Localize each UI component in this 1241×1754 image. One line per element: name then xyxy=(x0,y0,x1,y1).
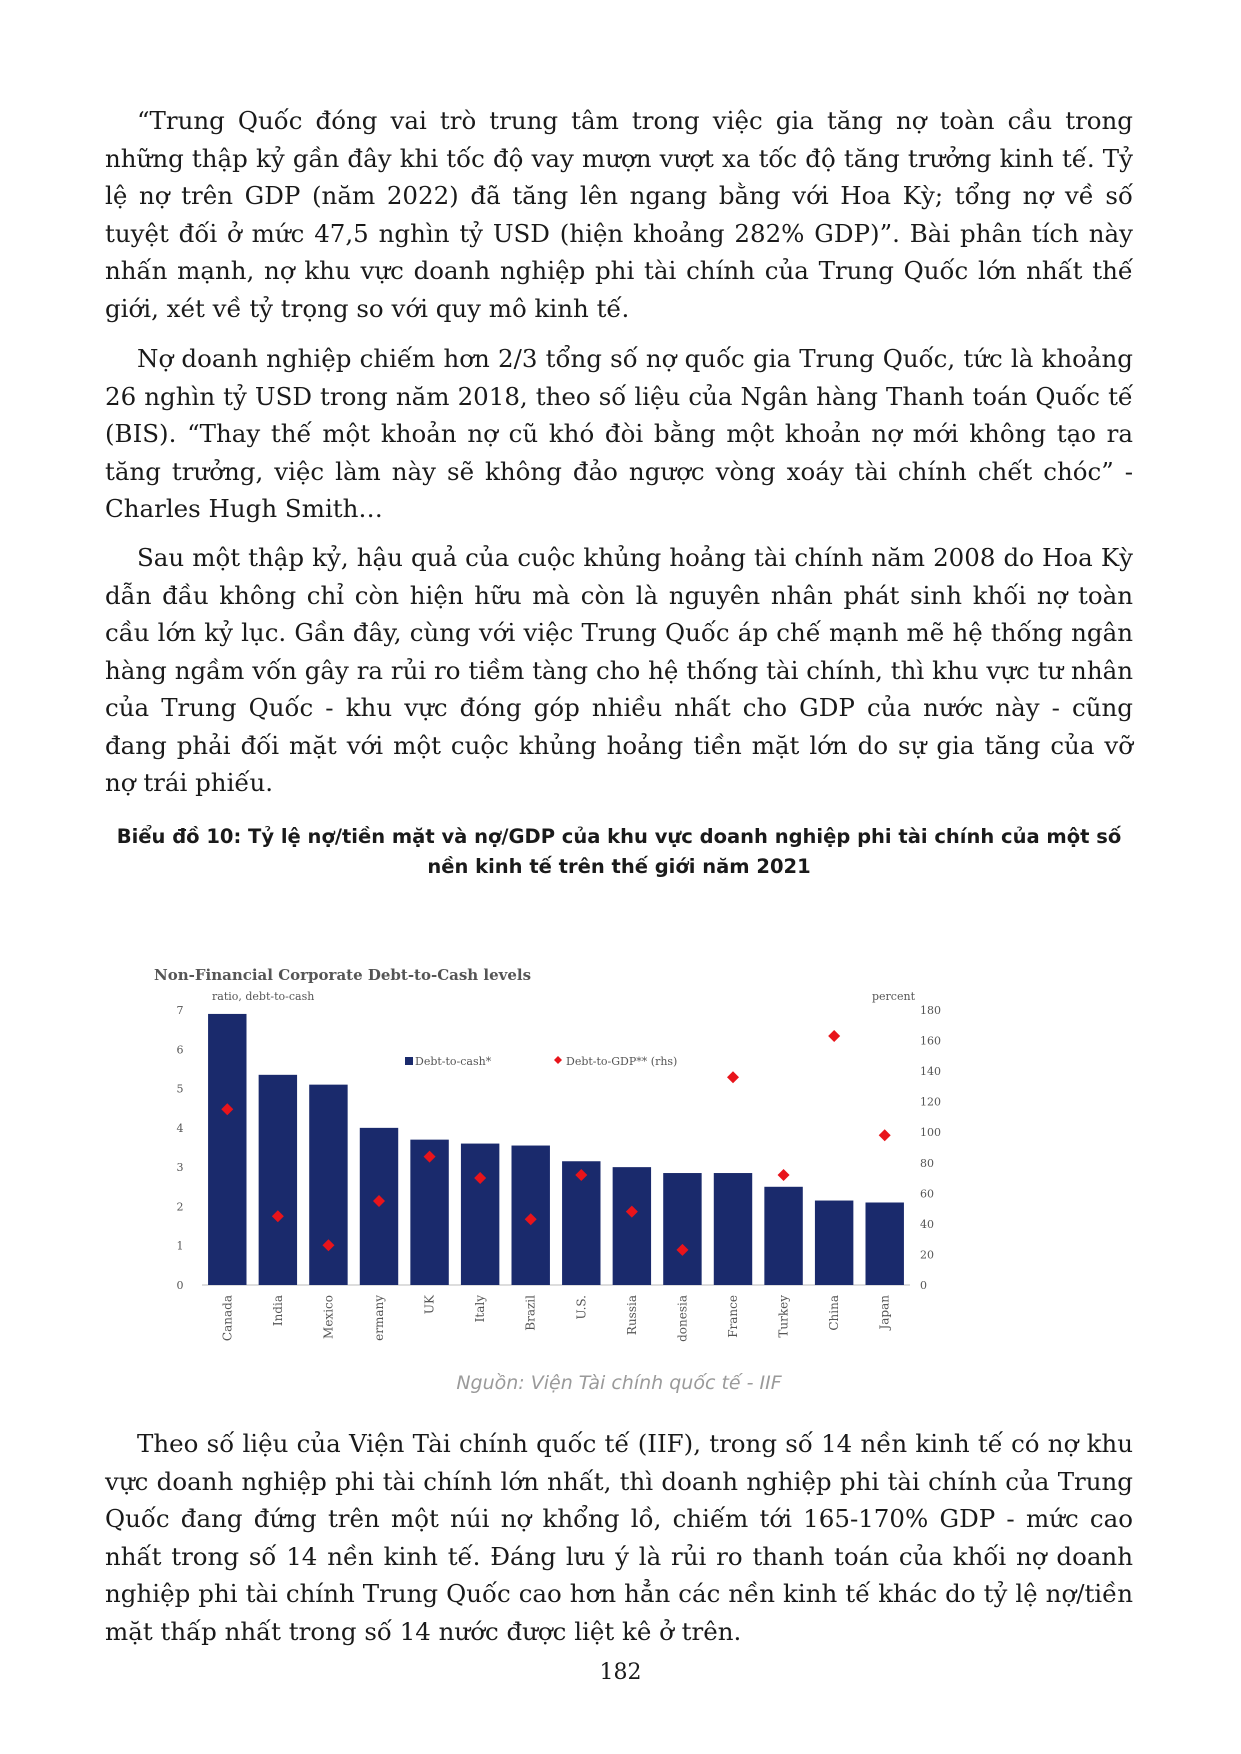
y-axis-label: ratio, debt-to-cash xyxy=(212,990,315,1003)
x-tick-label: Brazil xyxy=(523,1295,538,1331)
x-tick-label: Canada xyxy=(220,1295,235,1342)
chart-title: Non-Financial Corporate Debt-to-Cash levels xyxy=(154,966,532,984)
bar-debt-to-cash xyxy=(764,1187,802,1285)
y2-tick-label: 140 xyxy=(920,1065,941,1079)
y-tick-label: 7 xyxy=(176,1004,184,1017)
page-number: 182 xyxy=(599,1660,642,1685)
bar-debt-to-cash xyxy=(208,1014,246,1285)
legend-label-marker: Debt-to-GDP** (rhs) xyxy=(566,1055,678,1068)
y2-tick-label: 40 xyxy=(920,1217,934,1231)
bar-debt-to-cash xyxy=(309,1085,347,1285)
y2-tick-label: 100 xyxy=(920,1126,941,1140)
debt-chart xyxy=(140,955,1020,1355)
x-tick-label: Russia xyxy=(624,1295,639,1336)
x-tick-label: Japan xyxy=(877,1295,892,1330)
x-tick-label: U.S. xyxy=(574,1295,589,1320)
bar-debt-to-cash xyxy=(461,1144,499,1285)
marker-debt-to-gdp xyxy=(828,1030,840,1042)
bar-debt-to-cash xyxy=(714,1173,752,1285)
x-tick-label: Turkey xyxy=(776,1295,791,1338)
legend-swatch-bar xyxy=(405,1057,413,1065)
y-tick-label: 1 xyxy=(176,1239,184,1253)
y2-tick-label: 160 xyxy=(920,1034,941,1048)
marker-debt-to-gdp xyxy=(778,1169,790,1181)
y2-tick-label: 60 xyxy=(920,1187,934,1201)
bar-debt-to-cash xyxy=(613,1167,651,1285)
y-tick-label: 3 xyxy=(176,1161,184,1175)
bar-debt-to-cash xyxy=(259,1075,297,1285)
marker-debt-to-gdp xyxy=(879,1129,891,1141)
y2-axis-label: percent xyxy=(872,990,915,1003)
paragraph-financial-crisis: Sau một thập kỷ, hậu quả của cuộc khủng hoảng tài chính năm 2008 do Hoa Kỳ dẫn đầu không chỉ còn hiện hữu mà còn là nguyên nhân phát sinh khối nợ toàn cầu lớn kỷ lục. Gần đây, cùng với việc Trung Quốc áp chế mạnh mẽ hệ thống ngân hàng ngầm vốn gây ra rủi ro tiềm tàng cho hệ thống tài chính, thì khu vực tư nhân của Trung Quốc - khu vực đóng góp nhiều nhất cho GDP của nước này - cũng đang phải đối mặt với một cuộc khủng hoảng tiền mặt lớn do sự gia tăng của vỡ nợ trái phiếu. xyxy=(105,543,1133,797)
legend-label-bar: Debt-to-cash* xyxy=(415,1055,492,1068)
paragraph-corporate-debt: Nợ doanh nghiệp chiếm hơn 2/3 tổng số nợ quốc gia Trung Quốc, tức là khoảng 26 nghìn tỷ USD trong năm 2018, theo số liệu của Ngân hàng Thanh toán Quốc tế (BIS). “Thay thế một khoản nợ cũ khó đòi bằng một khoản nợ mới không tạo ra tăng trưởng, việc làm này sẽ không đảo ngược vòng xoáy tài chính chết chóc” - Charles Hugh Smith… xyxy=(105,344,1133,523)
chart-caption: Biểu đồ 10: Tỷ lệ nợ/tiền mặt và nợ/GDP của khu vực doanh nghiệp phi tài chính của một số nền kinh tế trên thế giới năm 2021 xyxy=(116,825,1122,878)
y2-tick-label: 80 xyxy=(920,1156,934,1170)
x-tick-label: France xyxy=(726,1295,740,1338)
legend-swatch-marker xyxy=(554,1056,562,1064)
y-tick-label: 5 xyxy=(176,1082,184,1096)
x-tick-label: India xyxy=(270,1295,285,1327)
bar-debt-to-cash xyxy=(663,1173,701,1285)
x-tick-label: Italy xyxy=(473,1295,488,1323)
y2-tick-label: 180 xyxy=(920,1004,941,1017)
paragraph-quote-china-debt: “Trung Quốc đóng vai trò trung tâm trong việc gia tăng nợ toàn cầu trong những thập kỷ gần đây khi tốc độ vay mượn vượt xa tốc độ tăng trưởng kinh tế. Tỷ lệ nợ trên GDP (năm 2022) đã tăng lên ngang bằng với Hoa Kỳ; tổng nợ về số tuyệt đối ở mức 47,5 nghìn tỷ USD (hiện khoảng 282% GDP)”. Bài phân tích này nhấn mạnh, nợ khu vực doanh nghiệp phi tài chính của Trung Quốc lớn nhất thế giới, xét về tỷ trọng so với quy mô kinh tế. xyxy=(105,106,1133,323)
x-tick-label: UK xyxy=(422,1295,437,1315)
bar-debt-to-cash xyxy=(865,1203,903,1286)
paragraph-iif-data: Theo số liệu của Viện Tài chính quốc tế (IIF), trong số 14 nền kinh tế có nợ khu vực doanh nghiệp phi tài chính lớn nhất, thì doanh nghiệp phi tài chính của Trung Quốc đang đứng trên một núi nợ khổng lồ, chiếm tới 165-170% GDP - mức cao nhất trong số 14 nền kinh tế. Đáng lưu ý là rủi ro thanh toán của khối nợ doanh nghiệp phi tài chính Trung Quốc cao hơn hẳn các nền kinh tế khác do tỷ lệ nợ/tiền mặt thấp nhất trong số 14 nước được liệt kê ở trên. xyxy=(105,1429,1133,1646)
x-tick-label: donesia xyxy=(675,1295,690,1342)
y-tick-label: 6 xyxy=(176,1043,184,1057)
x-tick-label: China xyxy=(827,1295,842,1331)
x-tick-label: Mexico xyxy=(321,1295,336,1339)
y2-tick-label: 0 xyxy=(920,1279,927,1292)
debt-chart-svg xyxy=(140,955,1020,1355)
chart-source: Nguồn: Viện Tài chính quốc tế - IIF xyxy=(456,1372,782,1394)
marker-debt-to-gdp xyxy=(727,1071,739,1083)
y-tick-label: 0 xyxy=(176,1279,184,1292)
y-tick-label: 2 xyxy=(176,1200,184,1214)
y2-tick-label: 120 xyxy=(920,1095,941,1109)
x-tick-label: ermany xyxy=(372,1295,386,1341)
bar-debt-to-cash xyxy=(815,1201,853,1285)
y-tick-label: 4 xyxy=(176,1121,184,1135)
y2-tick-label: 20 xyxy=(920,1248,934,1262)
